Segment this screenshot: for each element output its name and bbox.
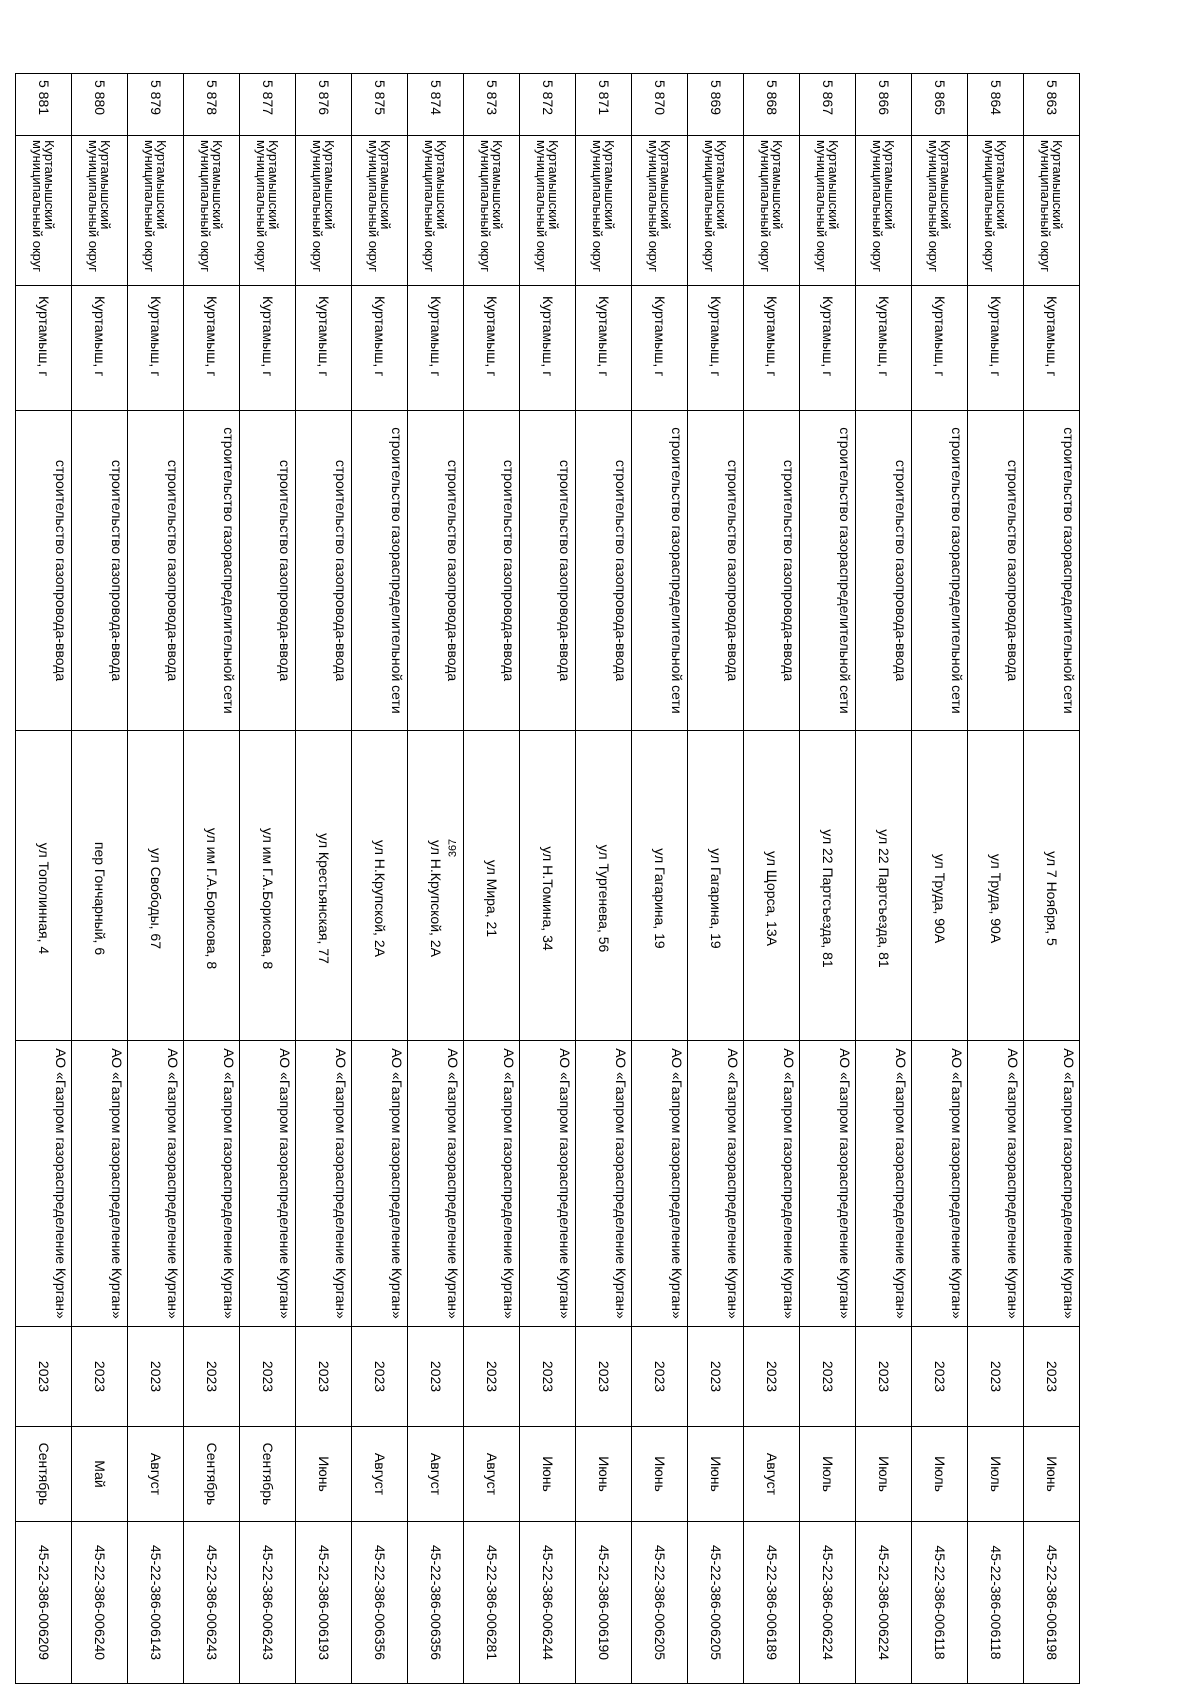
address-cell: ул Н.Крупской, 2А — [408, 731, 464, 1041]
settlement-cell: Куртамыш, г — [296, 286, 352, 411]
settlement-cell: Куртамыш, г — [856, 286, 912, 411]
code-cell: 45-22-386-006118 — [912, 1522, 968, 1684]
settlement-cell: Куртамыш, г — [352, 286, 408, 411]
address-cell: ул Труда, 90А — [968, 731, 1024, 1041]
district-cell: Куртамышский муниципальный округ — [520, 136, 576, 286]
month-cell: Сентябрь — [16, 1427, 72, 1522]
row-number-cell: 5 876 — [296, 74, 352, 136]
year-cell: 2023 — [632, 1327, 688, 1427]
district-cell: Куртамышский муниципальный округ — [912, 136, 968, 286]
row-number-cell: 5 868 — [744, 74, 800, 136]
month-cell: Июнь — [296, 1427, 352, 1522]
organization-cell: АО «Газпром газораспределение Курган» — [16, 1041, 72, 1327]
code-cell: 45-22-386-006243 — [184, 1522, 240, 1684]
work-type-cell: строительство газопровода-ввода — [520, 411, 576, 731]
address-cell: ул Труда, 90А — [912, 731, 968, 1041]
address-cell: ул 22 Партсъезда, 81 — [856, 731, 912, 1041]
work-type-cell: строительство газораспределительной сети — [912, 411, 968, 731]
settlement-cell: Куртамыш, г — [408, 286, 464, 411]
table-row — [800, 74, 856, 1684]
district-cell: Куртамышский муниципальный округ — [744, 136, 800, 286]
year-cell: 2023 — [296, 1327, 352, 1427]
address-cell: ул Н.Крупской, 2А — [352, 731, 408, 1041]
address-cell: ул им Г.А.Борисова, 8 — [184, 731, 240, 1041]
month-cell: Июнь — [520, 1427, 576, 1522]
table-row — [184, 74, 240, 1684]
organization-cell: АО «Газпром газораспределение Курган» — [968, 1041, 1024, 1327]
district-cell: Куртамышский муниципальный округ — [184, 136, 240, 286]
district-cell: Куртамышский муниципальный округ — [632, 136, 688, 286]
month-cell: Август — [352, 1427, 408, 1522]
table-row — [520, 74, 576, 1684]
year-cell: 2023 — [968, 1327, 1024, 1427]
table-row — [632, 74, 688, 1684]
organization-cell: АО «Газпром газораспределение Курган» — [744, 1041, 800, 1327]
settlement-cell: Куртамыш, г — [912, 286, 968, 411]
month-cell: Сентябрь — [240, 1427, 296, 1522]
year-cell: 2023 — [520, 1327, 576, 1427]
code-cell: 45-22-386-006205 — [632, 1522, 688, 1684]
work-type-cell: строительство газопровода-ввода — [16, 411, 72, 731]
work-type-cell: строительство газопровода-ввода — [72, 411, 128, 731]
district-cell: Куртамышский муниципальный округ — [72, 136, 128, 286]
row-number-cell: 5 871 — [576, 74, 632, 136]
rotated-table-wrapper — [30, 73, 1080, 1683]
month-cell: Июнь — [632, 1427, 688, 1522]
month-cell: Июль — [912, 1427, 968, 1522]
month-cell: Июнь — [576, 1427, 632, 1522]
code-cell: 45-22-386-006143 — [128, 1522, 184, 1684]
code-cell: 45-22-386-006240 — [72, 1522, 128, 1684]
work-type-cell: строительство газопровода-ввода — [240, 411, 296, 731]
code-cell: 45-22-386-006356 — [408, 1522, 464, 1684]
table-row — [408, 74, 464, 1684]
work-type-cell: строительство газопровода-ввода — [408, 411, 464, 731]
year-cell: 2023 — [16, 1327, 72, 1427]
settlement-cell: Куртамыш, г — [464, 286, 520, 411]
work-type-cell: строительство газопровода-ввода — [744, 411, 800, 731]
address-cell: ул Крестьянская, 77 — [296, 731, 352, 1041]
year-cell: 2023 — [72, 1327, 128, 1427]
work-type-cell: строительство газопровода-ввода — [856, 411, 912, 731]
table-row — [856, 74, 912, 1684]
district-cell: Куртамышский муниципальный округ — [968, 136, 1024, 286]
table-row — [464, 74, 520, 1684]
organization-cell: АО «Газпром газораспределение Курган» — [184, 1041, 240, 1327]
district-cell: Куртамышский муниципальный округ — [408, 136, 464, 286]
settlement-cell: Куртамыш, г — [184, 286, 240, 411]
row-number-cell: 5 869 — [688, 74, 744, 136]
work-type-cell: строительство газопровода-ввода — [968, 411, 1024, 731]
district-cell: Куртамышский муниципальный округ — [1024, 136, 1080, 286]
work-type-cell: строительство газопровода-ввода — [296, 411, 352, 731]
address-cell: ул им Г.А.Борисова, 8 — [240, 731, 296, 1041]
organization-cell: АО «Газпром газораспределение Курган» — [856, 1041, 912, 1327]
code-cell: 45-22-386-006193 — [296, 1522, 352, 1684]
table-row — [744, 74, 800, 1684]
table-row — [128, 74, 184, 1684]
code-cell: 45-22-386-006356 — [352, 1522, 408, 1684]
organization-cell: АО «Газпром газораспределение Курган» — [408, 1041, 464, 1327]
month-cell: Июнь — [1024, 1427, 1080, 1522]
year-cell: 2023 — [184, 1327, 240, 1427]
year-cell: 2023 — [464, 1327, 520, 1427]
organization-cell: АО «Газпром газораспределение Курган» — [1024, 1041, 1080, 1327]
settlement-cell: Куртамыш, г — [72, 286, 128, 411]
year-cell: 2023 — [856, 1327, 912, 1427]
code-cell: 45-22-386-006209 — [16, 1522, 72, 1684]
settlement-cell: Куртамыш, г — [744, 286, 800, 411]
work-type-cell: строительство газораспределительной сети — [1024, 411, 1080, 731]
organization-cell: АО «Газпром газораспределение Курган» — [688, 1041, 744, 1327]
row-number-cell: 5 872 — [520, 74, 576, 136]
code-cell: 45-22-386-006224 — [800, 1522, 856, 1684]
settlement-cell: Куртамыш, г — [576, 286, 632, 411]
table-row — [968, 74, 1024, 1684]
year-cell: 2023 — [408, 1327, 464, 1427]
row-number-cell: 5 880 — [72, 74, 128, 136]
row-number-cell: 5 870 — [632, 74, 688, 136]
year-cell: 2023 — [1024, 1327, 1080, 1427]
district-cell: Куртамышский муниципальный округ — [296, 136, 352, 286]
address-cell: ул Н.Томина, 34 — [520, 731, 576, 1041]
address-cell: ул Гагарина, 19 — [688, 731, 744, 1041]
work-type-cell: строительство газопровода-ввода — [128, 411, 184, 731]
work-type-cell: строительство газораспределительной сети — [352, 411, 408, 731]
district-cell: Куртамышский муниципальный округ — [856, 136, 912, 286]
row-number-cell: 5 863 — [1024, 74, 1080, 136]
settlement-cell: Куртамыш, г — [968, 286, 1024, 411]
table-body — [16, 74, 1080, 1684]
month-cell: Июль — [856, 1427, 912, 1522]
year-cell: 2023 — [576, 1327, 632, 1427]
organization-cell: АО «Газпром газораспределение Курган» — [296, 1041, 352, 1327]
work-type-cell: строительство газопровода-ввода — [576, 411, 632, 731]
month-cell: Август — [408, 1427, 464, 1522]
district-cell: Куртамышский муниципальный округ — [128, 136, 184, 286]
code-cell: 45-22-386-006198 — [1024, 1522, 1080, 1684]
year-cell: 2023 — [240, 1327, 296, 1427]
code-cell: 45-22-386-006205 — [688, 1522, 744, 1684]
page-number: 367 — [447, 838, 459, 858]
table-row — [912, 74, 968, 1684]
row-number-cell: 5 878 — [184, 74, 240, 136]
code-cell: 45-22-386-006243 — [240, 1522, 296, 1684]
month-cell: Август — [744, 1427, 800, 1522]
month-cell: Июль — [968, 1427, 1024, 1522]
table-row — [240, 74, 296, 1684]
address-cell: ул Гагарина, 19 — [632, 731, 688, 1041]
year-cell: 2023 — [800, 1327, 856, 1427]
district-cell: Куртамышский муниципальный округ — [16, 136, 72, 286]
code-cell: 45-22-386-006190 — [576, 1522, 632, 1684]
settlement-cell: Куртамыш, г — [520, 286, 576, 411]
month-cell: Август — [128, 1427, 184, 1522]
month-cell: Июль — [800, 1427, 856, 1522]
row-number-cell: 5 881 — [16, 74, 72, 136]
table-row — [16, 74, 72, 1684]
year-cell: 2023 — [688, 1327, 744, 1427]
organization-cell: АО «Газпром газораспределение Курган» — [912, 1041, 968, 1327]
row-number-cell: 5 877 — [240, 74, 296, 136]
address-cell: ул Тополинная, 4 — [16, 731, 72, 1041]
code-cell: 45-22-386-006224 — [856, 1522, 912, 1684]
district-cell: Куртамышский муниципальный округ — [352, 136, 408, 286]
district-cell: Куртамышский муниципальный округ — [688, 136, 744, 286]
year-cell: 2023 — [352, 1327, 408, 1427]
work-type-cell: строительство газопровода-ввода — [464, 411, 520, 731]
settlement-cell: Куртамыш, г — [16, 286, 72, 411]
table-row — [352, 74, 408, 1684]
row-number-cell: 5 866 — [856, 74, 912, 136]
month-cell: Июнь — [688, 1427, 744, 1522]
code-cell: 45-22-386-006244 — [520, 1522, 576, 1684]
row-number-cell: 5 873 — [464, 74, 520, 136]
organization-cell: АО «Газпром газораспределение Курган» — [520, 1041, 576, 1327]
settlement-cell: Куртамыш, г — [800, 286, 856, 411]
settlement-cell: Куртамыш, г — [1024, 286, 1080, 411]
month-cell: Сентябрь — [184, 1427, 240, 1522]
organization-cell: АО «Газпром газораспределение Курган» — [240, 1041, 296, 1327]
organization-cell: АО «Газпром газораспределение Курган» — [800, 1041, 856, 1327]
address-cell: ул Тургенева, 56 — [576, 731, 632, 1041]
organization-cell: АО «Газпром газораспределение Курган» — [72, 1041, 128, 1327]
row-number-cell: 5 865 — [912, 74, 968, 136]
settlement-cell: Куртамыш, г — [240, 286, 296, 411]
address-cell: ул 7 Ноября, 5 — [1024, 731, 1080, 1041]
address-cell: пер Гончарный, 6 — [72, 731, 128, 1041]
address-cell: ул Свободы, 67 — [128, 731, 184, 1041]
address-cell: ул Мира, 21 — [464, 731, 520, 1041]
organization-cell: АО «Газпром газораспределение Курган» — [576, 1041, 632, 1327]
row-number-cell: 5 875 — [352, 74, 408, 136]
month-cell: Август — [464, 1427, 520, 1522]
organization-cell: АО «Газпром газораспределение Курган» — [632, 1041, 688, 1327]
code-cell: 45-22-386-006281 — [464, 1522, 520, 1684]
year-cell: 2023 — [128, 1327, 184, 1427]
table-row — [72, 74, 128, 1684]
year-cell: 2023 — [744, 1327, 800, 1427]
settlement-cell: Куртамыш, г — [632, 286, 688, 411]
address-cell: ул Щорса, 13А — [744, 731, 800, 1041]
code-cell: 45-22-386-006118 — [968, 1522, 1024, 1684]
settlement-cell: Куртамыш, г — [688, 286, 744, 411]
table-row — [1024, 74, 1080, 1684]
gas-works-table — [15, 73, 1080, 1684]
month-cell: Май — [72, 1427, 128, 1522]
district-cell: Куртамышский муниципальный округ — [464, 136, 520, 286]
address-cell: ул 22 Партсъезда, 81 — [800, 731, 856, 1041]
row-number-cell: 5 874 — [408, 74, 464, 136]
district-cell: Куртамышский муниципальный округ — [800, 136, 856, 286]
row-number-cell: 5 879 — [128, 74, 184, 136]
work-type-cell: строительство газораспределительной сети — [184, 411, 240, 731]
organization-cell: АО «Газпром газораспределение Курган» — [352, 1041, 408, 1327]
work-type-cell: строительство газораспределительной сети — [632, 411, 688, 731]
settlement-cell: Куртамыш, г — [128, 286, 184, 411]
district-cell: Куртамышский муниципальный округ — [240, 136, 296, 286]
organization-cell: АО «Газпром газораспределение Курган» — [464, 1041, 520, 1327]
organization-cell: АО «Газпром газораспределение Курган» — [128, 1041, 184, 1327]
row-number-cell: 5 867 — [800, 74, 856, 136]
table-row — [296, 74, 352, 1684]
district-cell: Куртамышский муниципальный округ — [576, 136, 632, 286]
row-number-cell: 5 864 — [968, 74, 1024, 136]
code-cell: 45-22-386-006189 — [744, 1522, 800, 1684]
year-cell: 2023 — [912, 1327, 968, 1427]
table-row — [576, 74, 632, 1684]
table-row — [688, 74, 744, 1684]
work-type-cell: строительство газораспределительной сети — [800, 411, 856, 731]
work-type-cell: строительство газопровода-ввода — [688, 411, 744, 731]
